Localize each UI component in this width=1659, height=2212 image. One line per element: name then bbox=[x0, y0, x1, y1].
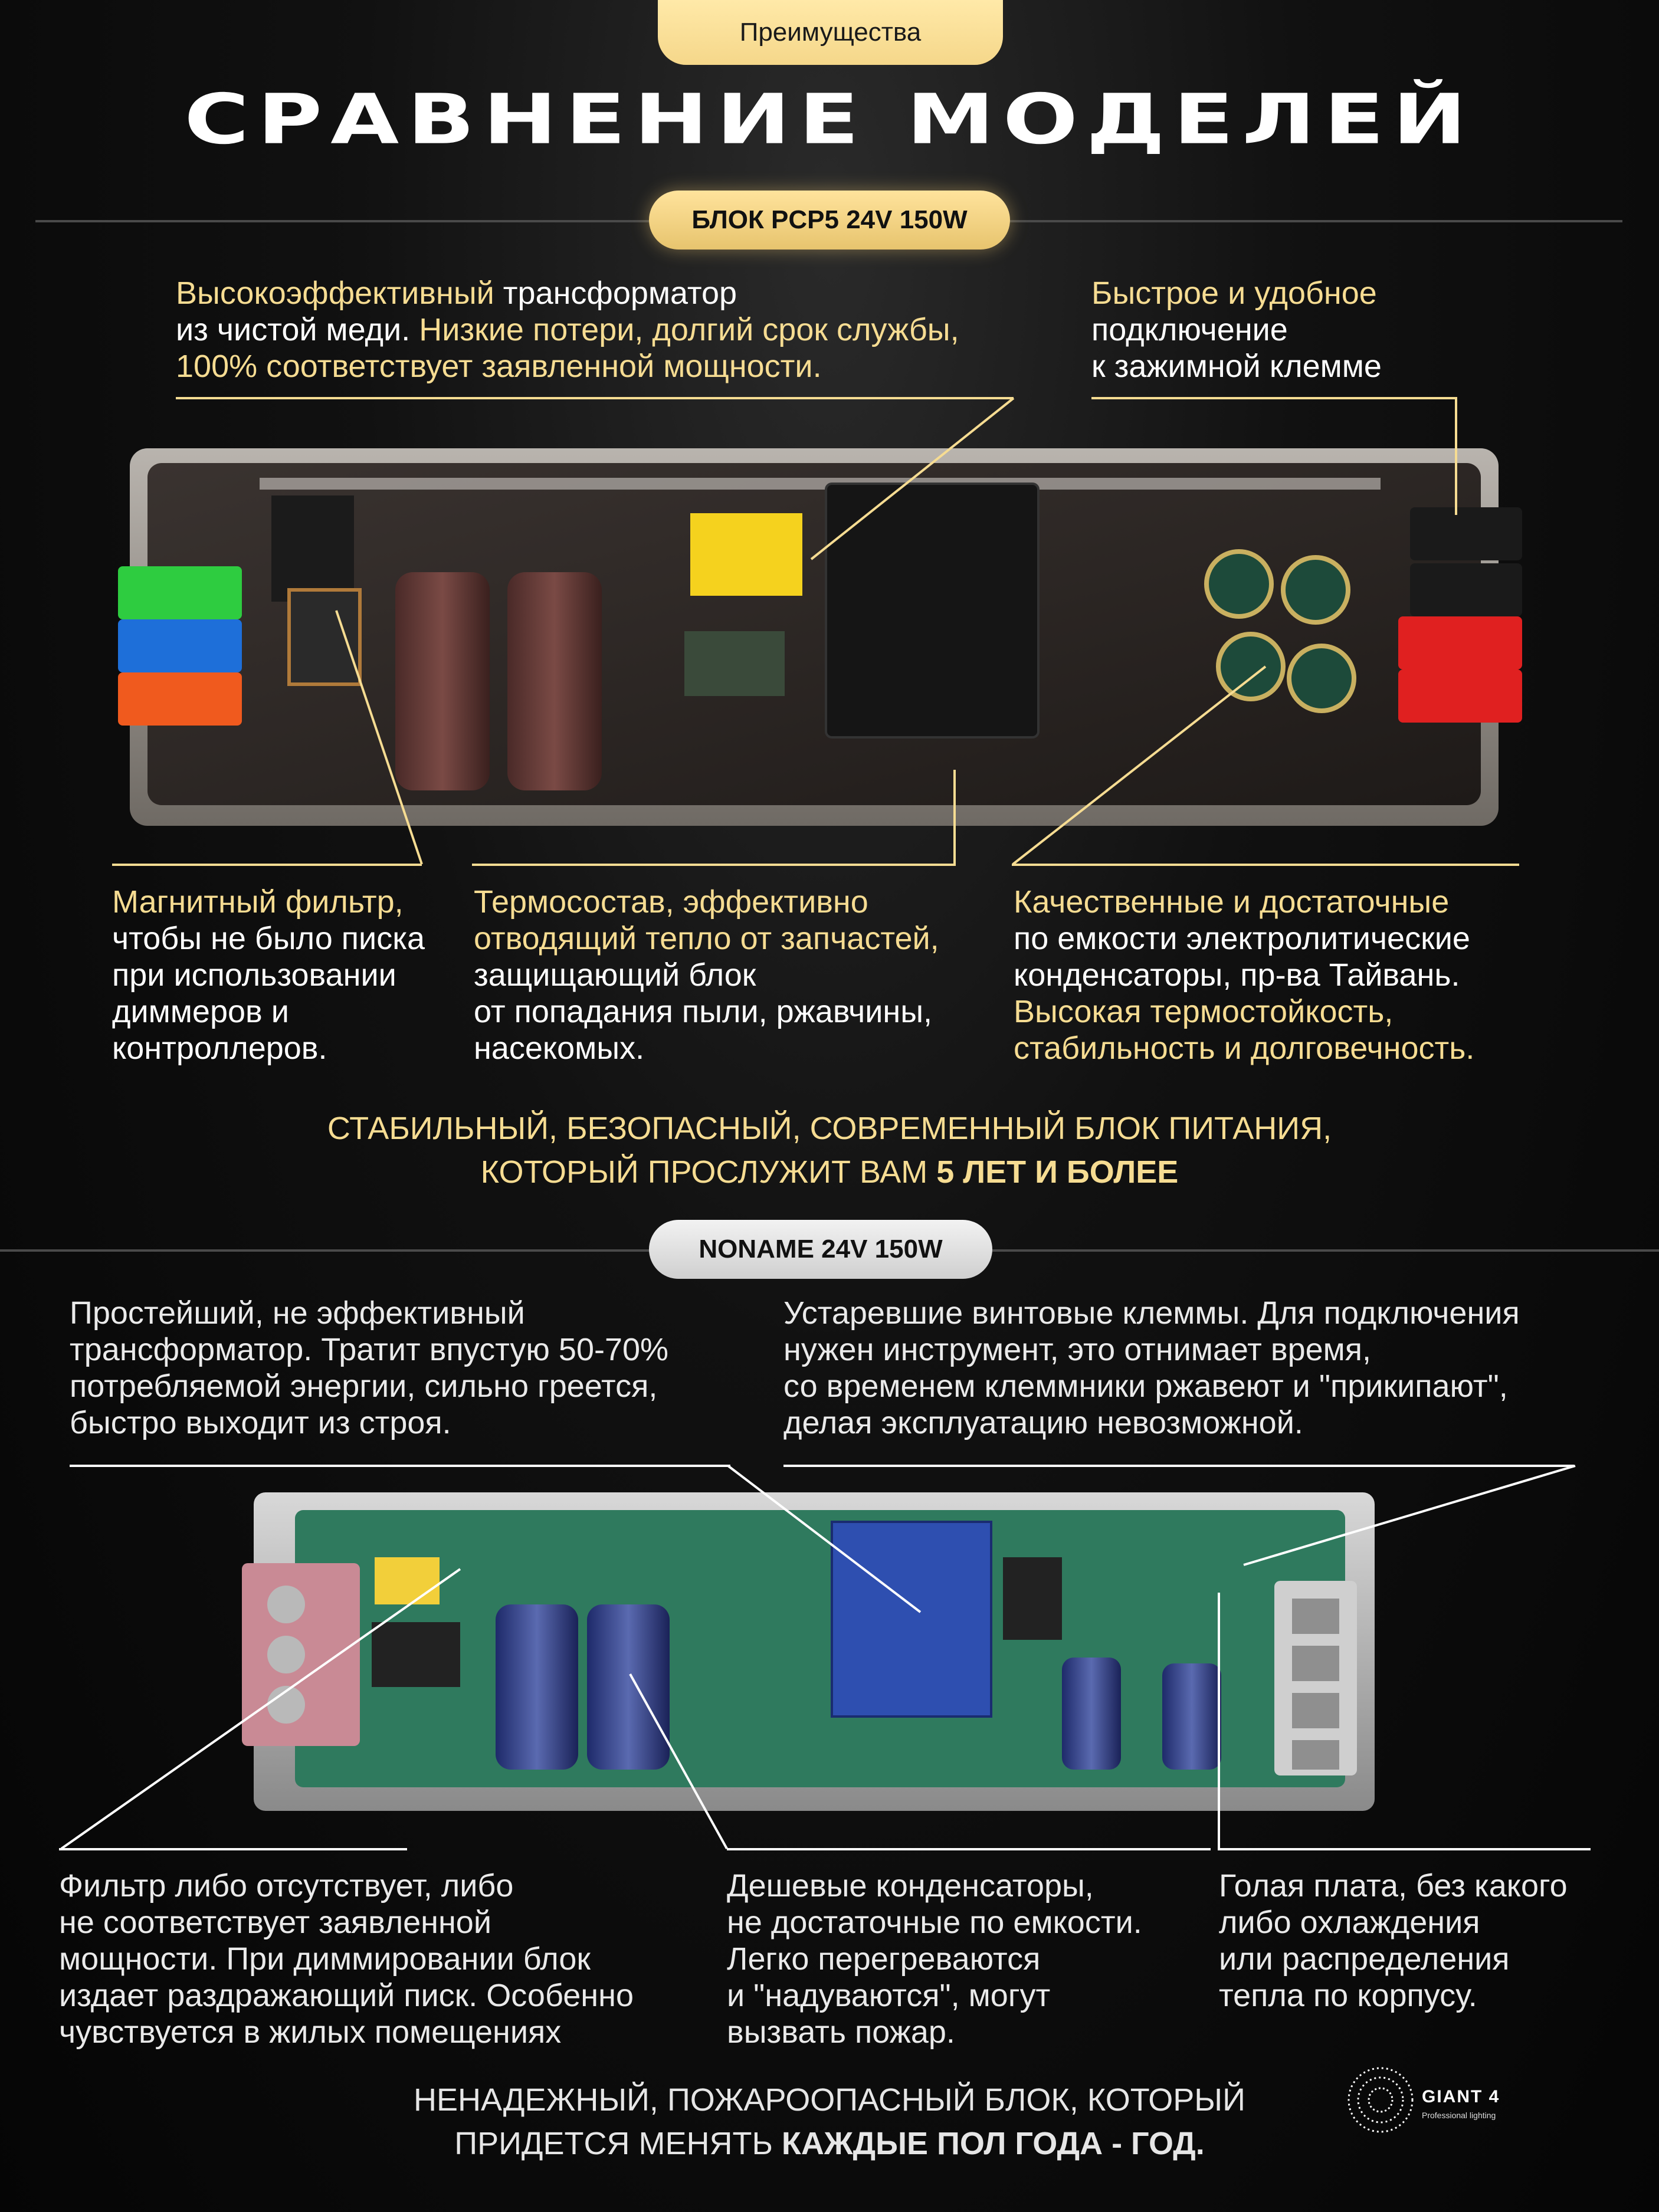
text-plain: при использовании bbox=[112, 957, 396, 993]
text-plain: вызвать пожар. bbox=[727, 2014, 955, 2050]
text-plain: Легко перегреваются bbox=[727, 1941, 1041, 1977]
text-plain: и "надуваются", могут bbox=[727, 1978, 1051, 2013]
text-highlight: Высокая термостойкость, bbox=[1014, 994, 1394, 1029]
text-plain: по емкости электролитические bbox=[1014, 921, 1470, 956]
text-plain: подключение bbox=[1091, 312, 1288, 347]
badge-good-model bbox=[649, 191, 1010, 250]
text-plain: чувствуется в жилых помещениях bbox=[59, 2014, 562, 2050]
text-plain: либо охлаждения bbox=[1219, 1905, 1480, 1940]
callout-line bbox=[1218, 1593, 1220, 1850]
callout-line bbox=[472, 864, 956, 866]
badge-bad-label: NONAME 24V 150W bbox=[699, 1235, 943, 1263]
text-highlight: 100% соответствует заявленной мощности. bbox=[176, 349, 822, 384]
good-capacitors-note bbox=[1014, 884, 1633, 1066]
bad-terminal-note bbox=[783, 1295, 1639, 1441]
text-plain: конденсаторы, пр-ва Тайвань. bbox=[1014, 957, 1460, 993]
slogan-emphasis: КАЖДЫЕ ПОЛ ГОДА - ГОД. bbox=[781, 2126, 1205, 2161]
text-highlight: Низкие потери, долгий срок службы, bbox=[419, 312, 959, 347]
good-transformer-note bbox=[176, 275, 1061, 385]
text-highlight: Быстрое и удобное bbox=[1091, 275, 1377, 311]
slogan-line: КОТОРЫЙ ПРОСЛУЖИТ ВАМ bbox=[480, 1154, 937, 1190]
text-plain: насекомых. bbox=[474, 1030, 645, 1066]
callout-line bbox=[1219, 1848, 1591, 1850]
callout-line bbox=[59, 1563, 472, 1852]
badge-good-label: БЛОК PCP5 24V 150W bbox=[691, 205, 968, 234]
text-plain: не достаточные по емкости. bbox=[727, 1905, 1142, 1940]
text-highlight: Магнитный фильтр, bbox=[112, 884, 404, 920]
callout-line bbox=[330, 608, 431, 867]
callout-line bbox=[1012, 661, 1271, 867]
bad-capacitors-note bbox=[727, 1868, 1211, 2050]
text-plain: из чистой меди. bbox=[176, 312, 419, 347]
callout-line bbox=[1091, 397, 1457, 399]
red-terminal bbox=[1398, 616, 1522, 669]
black-terminal bbox=[1410, 507, 1522, 560]
bad-transformer-note bbox=[70, 1295, 778, 1441]
good-thermal-note bbox=[474, 884, 975, 1066]
bad-filter-note bbox=[59, 1868, 737, 2050]
text-plain: не соответствует заявленной bbox=[59, 1905, 491, 1940]
badge-bad-model bbox=[649, 1220, 992, 1279]
text-plain: нужен инструмент, это отнимает время, bbox=[783, 1332, 1372, 1367]
good-slogan bbox=[0, 1107, 1659, 1194]
text-plain: потребляемой энергии, сильно греется, bbox=[70, 1368, 658, 1404]
text-plain: делая эксплуатацию невозможной. bbox=[783, 1405, 1303, 1440]
good-terminal-note bbox=[1091, 275, 1622, 385]
bad-board-note bbox=[1219, 1868, 1644, 2014]
slogan-line: ПРИДЕТСЯ МЕНЯТЬ bbox=[454, 2126, 782, 2161]
page-title: СРАВНЕНИЕ МОДЕЛЕЙ bbox=[184, 80, 1475, 160]
brand-logo bbox=[1345, 2065, 1522, 2135]
text-plain: издает раздражающий писк. Особенно bbox=[59, 1978, 634, 2013]
text-plain: трансформатор. Тратит впустую 50-70% bbox=[70, 1332, 669, 1367]
text-highlight: стабильность и долговечность. bbox=[1014, 1030, 1475, 1066]
callout-line bbox=[727, 1848, 1211, 1850]
text-plain: тепла по корпусу. bbox=[1219, 1978, 1477, 2013]
orange-terminal bbox=[118, 672, 242, 726]
logo-name: GIANT 4 bbox=[1422, 2087, 1500, 2106]
good-filter-note bbox=[112, 884, 466, 1066]
text-plain: Дешевые конденсаторы, bbox=[727, 1868, 1094, 1903]
text-highlight: отводящий тепло от запчастей, bbox=[474, 921, 939, 956]
text-plain: быстро выходит из строя. bbox=[70, 1405, 451, 1440]
text-plain: Фильтр либо отсутствует, либо bbox=[59, 1868, 514, 1903]
globe-icon bbox=[1345, 2065, 1416, 2135]
slogan-line: НЕНАДЕЖНЫЙ, ПОЖАРООПАСНЫЙ БЛОК, КОТОРЫЙ bbox=[414, 2082, 1245, 2118]
slogan-emphasis: 5 ЛЕТ И БОЛЕЕ bbox=[936, 1154, 1179, 1190]
text-plain: диммеров и bbox=[112, 994, 289, 1029]
callout-line bbox=[1239, 1465, 1581, 1571]
text-plain: от попадания пыли, ржавчины, bbox=[474, 994, 933, 1029]
callout-line bbox=[808, 397, 1021, 562]
red-terminal bbox=[1398, 669, 1522, 723]
callout-line bbox=[953, 770, 956, 866]
callout-line bbox=[625, 1669, 732, 1852]
callout-line bbox=[70, 1465, 730, 1467]
text-plain: со временем клеммники ржавеют и "прикипают", bbox=[783, 1368, 1508, 1404]
slogan-line: СТАБИЛЬНЫЙ, БЕЗОПАСНЫЙ, СОВРЕМЕННЫЙ БЛОК ПИТАНИЯ, bbox=[327, 1111, 1332, 1146]
text-plain: мощности. При диммировании блок bbox=[59, 1941, 591, 1977]
text-plain: Голая плата, без какого bbox=[1219, 1868, 1568, 1903]
text-plain: к зажимной клемме bbox=[1091, 349, 1382, 384]
text-highlight: Качественные и достаточные bbox=[1014, 884, 1450, 920]
logo-tagline: Professional lighting bbox=[1422, 2111, 1496, 2120]
blue-terminal bbox=[118, 619, 242, 672]
text-plain: контроллеров. bbox=[112, 1030, 327, 1066]
green-terminal bbox=[118, 566, 242, 619]
black-terminal bbox=[1410, 563, 1522, 616]
text-plain: Простейший, не эффективный bbox=[70, 1295, 525, 1331]
section-tab bbox=[658, 0, 1003, 65]
text-plain: чтобы не было писка bbox=[112, 921, 425, 956]
text-plain: трансформатор bbox=[494, 275, 737, 311]
text-plain: защищающий блок bbox=[474, 957, 756, 993]
text-highlight: Термосостав, эффективно bbox=[474, 884, 868, 920]
callout-line bbox=[1455, 397, 1457, 515]
text-highlight: Высокоэффективный bbox=[176, 275, 494, 311]
text-plain: или распределения bbox=[1219, 1941, 1510, 1977]
callout-line bbox=[726, 1465, 926, 1618]
section-tab-label: Преимущества bbox=[739, 18, 922, 47]
text-plain: Устаревшие винтовые клеммы. Для подключения bbox=[783, 1295, 1520, 1331]
